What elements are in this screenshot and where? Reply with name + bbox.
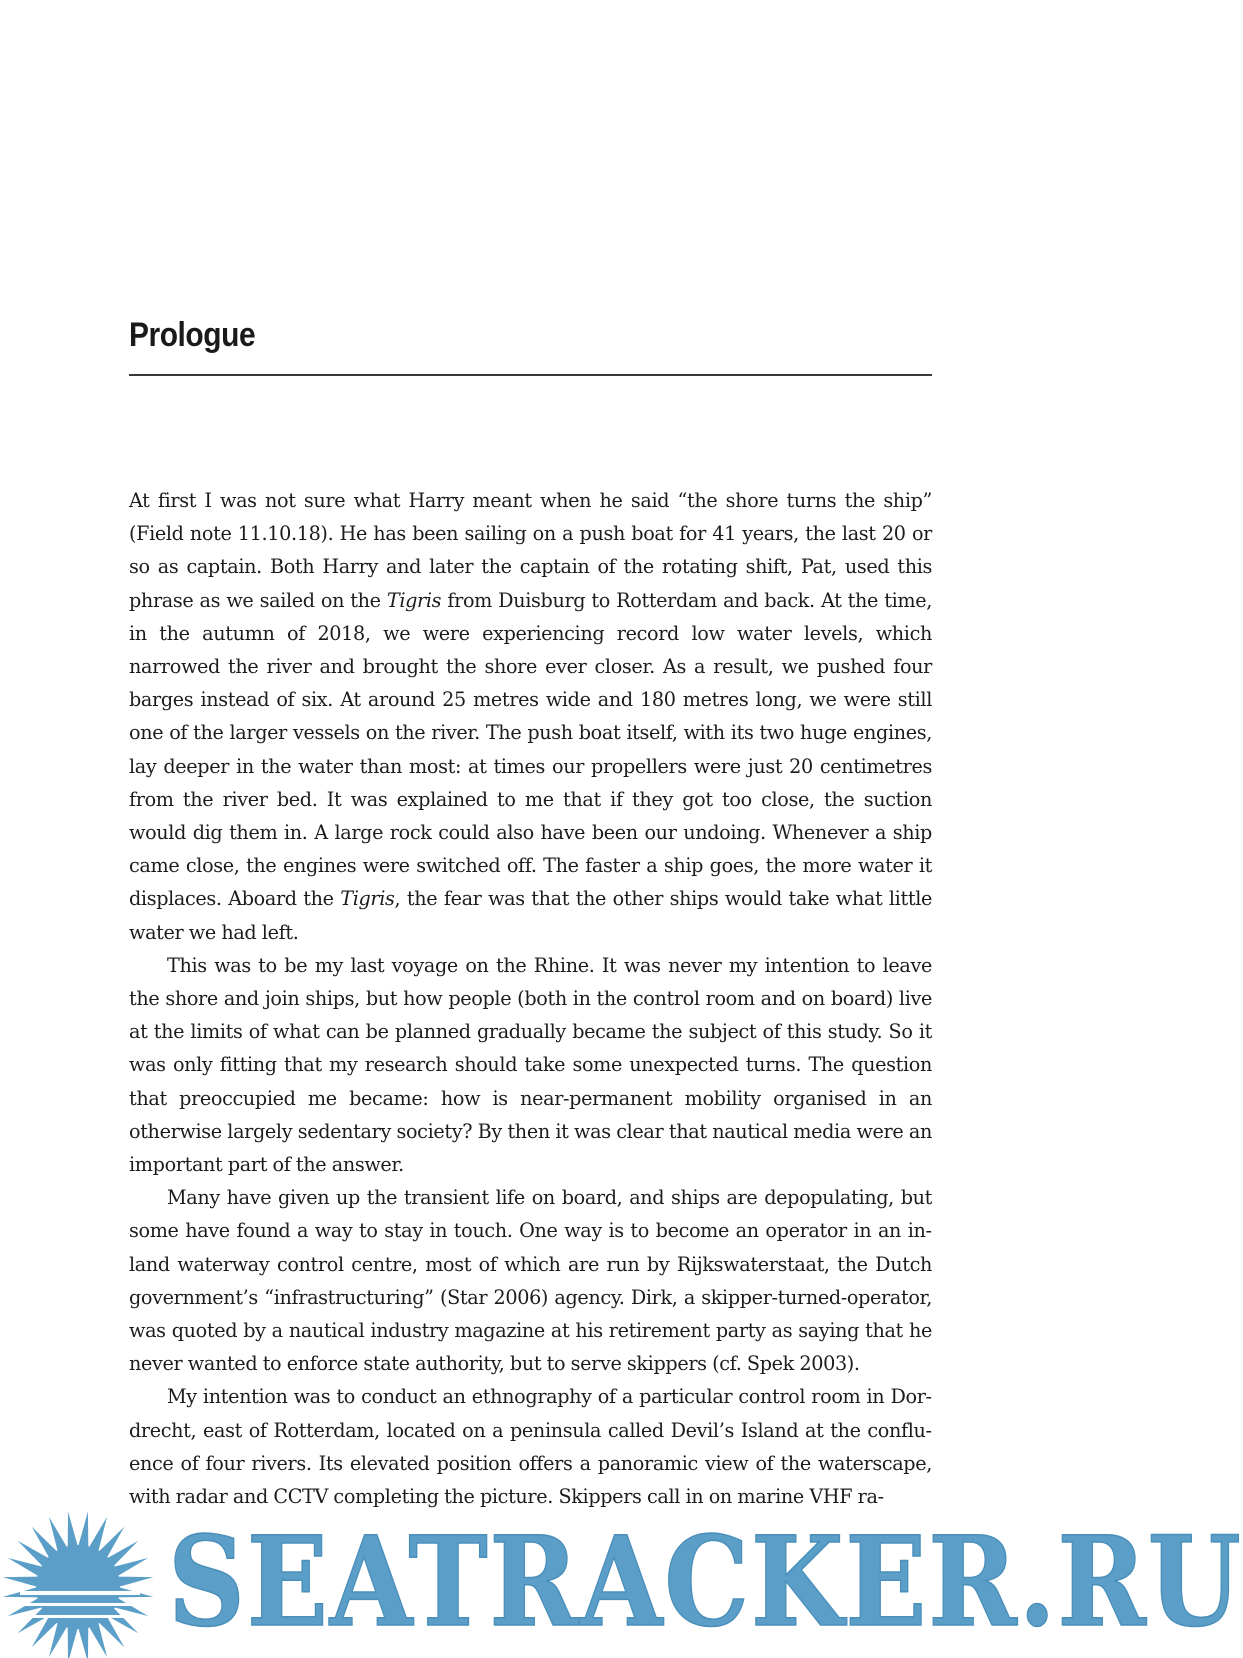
ship-name: Tigris	[340, 887, 395, 911]
sun-ray	[78, 1626, 88, 1658]
sun-ray	[68, 1512, 78, 1549]
paragraph-text: Many have given up the transient life on board, and ships are depopulating, but some have found a way to stay in touch. One way is to become an operator in an inland waterway control centre, most of which are run by Rijkswaterstaat, the Dutch government’s “infrastructuring” (Star 2006) agency. Dirk, a skipper-turned-operator, was quoted by a nautical industry magazine at his retirement party as saying that he never wanted to enforce state authority, but to serve skippers (cf. Spek 2003).	[129, 1186, 932, 1376]
sun-ray	[3, 1577, 40, 1587]
body-text	[129, 484, 932, 1513]
paragraph-1	[129, 484, 932, 949]
sun-ray	[68, 1626, 78, 1658]
paragraph-4	[129, 1380, 932, 1513]
paragraph-text: from Duisburg to Rotterdam and back. At the time, in the autumn of 2018, we were experiencing record low water levels, which narrowed the river and brought the shore ever closer. As a result, we pushed four barges instead of six. At around 25 metres wide and 180 metres long, we were still one of the larger vessels on the river. The push boat itself, with its two huge engines, lay deeper in the water than most: at times our propellers were just 20 centimetres from the river bed. It was explained to me that if they got too close, the suction would dig them in. A large rock could also have been our undoing. Whenever a ship came close, the engines were switched off. The faster a ship goes, the more water it displaces. Aboard the	[129, 588, 932, 911]
paragraph-2	[129, 949, 932, 1181]
watermark-text: SEATRACKER.RU	[168, 1510, 1243, 1655]
chapter-heading: Prologue	[129, 316, 256, 354]
paragraph-3	[129, 1181, 932, 1380]
sun-burst-icon	[0, 1505, 160, 1658]
sun-ray	[117, 1577, 154, 1587]
paragraph-text: This was to be my last voyage on the Rhine. It was never my intention to leave the shore and join ships, but how people (both in the control room and on board) live at the limits of what can be planned gradually became the subject of this study. So it was only fitting that my research should take some unexpected turns. The question that preoccupied me became: how is near-permanent mobility organised in an otherwise largely sedentary society? By then it was clear that nautical media were an important part of the answer.	[129, 953, 932, 1177]
ship-name: Tigris	[386, 588, 442, 612]
paragraph-text: At first I was not sure what Harry meant when he said “the shore turns the ship” (Field note 11.10.18). He has been sailing on a push boat for 41 years, the last 20 or so as captain. Both Harry and later the captain of the rotating shift, Pat, used this phrase as we sailed on the	[129, 489, 932, 612]
heading-rule	[129, 374, 932, 376]
paragraph-text: My intention was to conduct an ethnography of a particular control room in Dordrecht, east of Rotterdam, located on a peninsula called Devil’s Island at the confluence of four rivers. Its elevated position offers a panoramic view of the waterscape, with radar and CCTV completing the picture. Skippers call in on marine VHF ra-	[129, 1385, 932, 1509]
paragraph-text: , the fear was that the other ships would take what little water we had left.	[129, 887, 932, 944]
sun-ray	[78, 1512, 88, 1549]
